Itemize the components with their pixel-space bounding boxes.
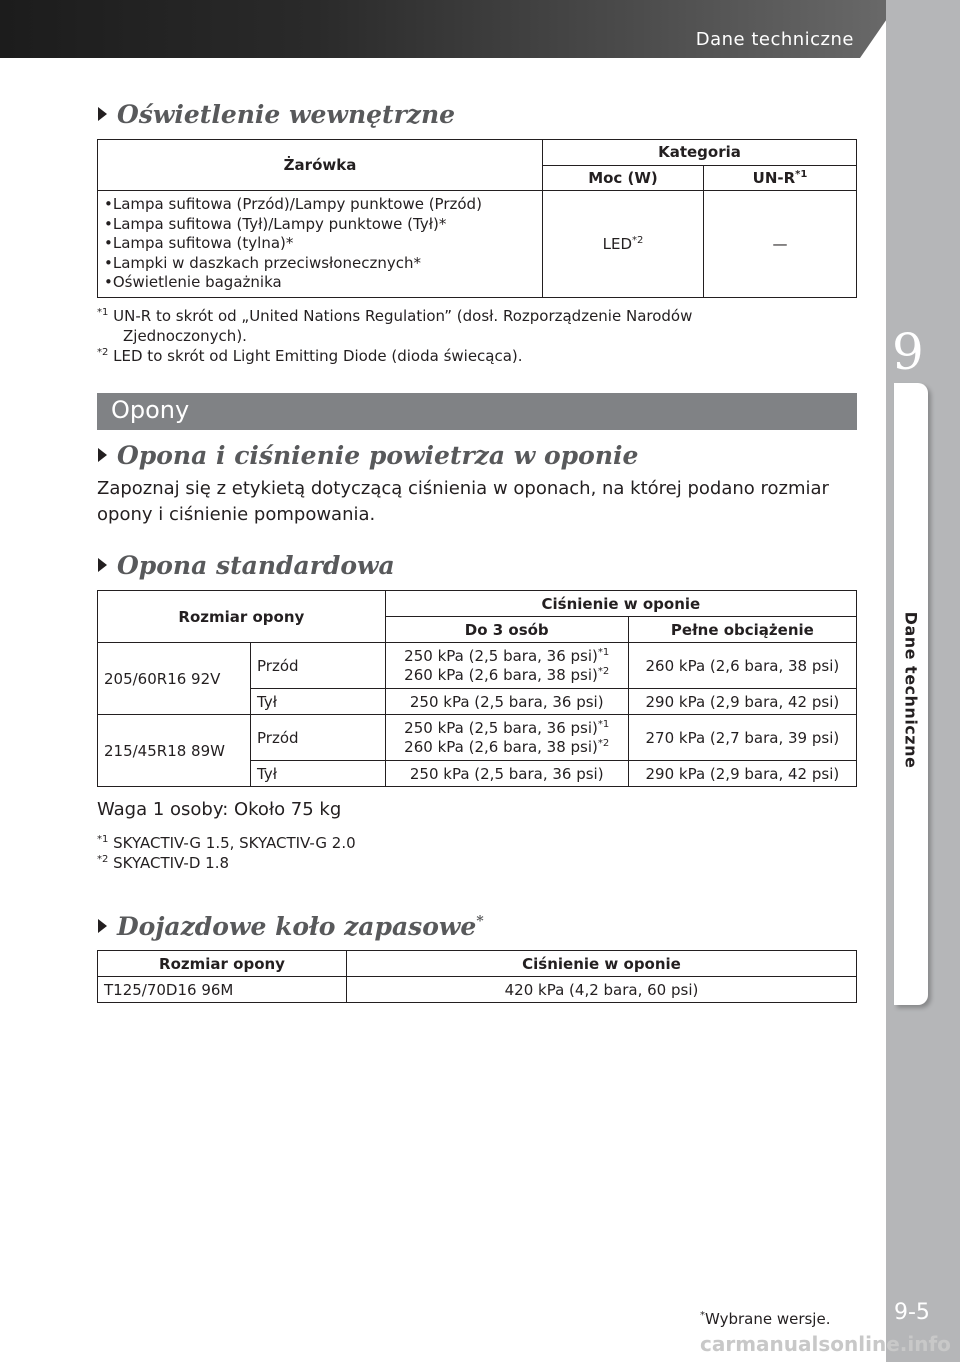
footnote-2: $^{*2}$ LED to skrót od Light Emitting Diode (dioda świecąca). [97, 347, 523, 365]
interior-footnotes [97, 306, 692, 366]
page-number: 9-5 [894, 1300, 930, 1325]
list-item: • Oświetlenie bagażnika [104, 273, 536, 293]
axle-rear: Tył [251, 689, 386, 715]
section-band-tyres [97, 393, 857, 430]
pressure-full-rear: 290 kPa (2,9 bara, 42 psi) [628, 689, 856, 715]
tyre-size-cell: 205/60R16 92V [98, 643, 251, 715]
axle-front: Przód [251, 643, 386, 689]
col-pressure: Ciśnienie w oponie [347, 951, 857, 977]
col-pressure: Ciśnienie w oponie [385, 591, 856, 617]
chapter-number: 9 [892, 323, 924, 381]
footnote-2: $^{*2}$ SKYACTIV-D 1.8 [97, 854, 230, 872]
list-item: • Lampa sufitowa (Przód)/Lampy punktowe (Przód) [104, 195, 536, 215]
standard-tyre-heading: Opona standardowa [98, 551, 395, 580]
weight-note: Waga 1 osoby: Około 75 kg [97, 799, 342, 820]
bulb-list [104, 195, 536, 293]
pressure-3-front: 250 kPa (2,5 bara, 36 psi)$^{*1}$ 260 kPa (2,6 bara, 38 psi)$^{*2}$ [385, 715, 628, 761]
pressure-3-front: 250 kPa (2,5 bara, 36 psi)$^{*1}$ 260 kPa (2,6 bara, 38 psi)$^{*2}$ [385, 643, 628, 689]
table-row [98, 643, 857, 689]
tyre-pressure-heading: Opona i ciśnienie powietrza w oponie [98, 441, 638, 470]
interior-lighting-table [97, 139, 857, 298]
tyre-footnotes [97, 833, 356, 873]
table-row [98, 715, 857, 761]
spare-pressure: 420 kPa (4,2 bara, 60 psi) [347, 977, 857, 1003]
bulb-list-cell [98, 191, 543, 298]
pressure-full-front: 260 kPa (2,6 bara, 38 psi) [628, 643, 856, 689]
pressure-3-rear: 250 kPa (2,5 bara, 36 psi) [385, 689, 628, 715]
col-unr: $UN-R^{*1}$ [704, 165, 857, 191]
axle-front: Przód [251, 715, 386, 761]
standard-tyre-table [97, 590, 857, 787]
footnote-1: $^{*1}$ UN-R to skrót od „United Nations Regulation” (dosł. Rozporządzenie Narodów [97, 307, 693, 325]
tyre-pressure-text: Zapoznaj się z etykietą dotyczącą ciśnienia w oponach, na której podano rozmiar opony i ciśnienie pompowania. [97, 478, 829, 525]
triangle-bullet-icon [98, 448, 107, 462]
pressure-full-front: 270 kPa (2,7 bara, 39 psi) [628, 715, 856, 761]
power-value: LED$^{*2}$ [543, 191, 704, 298]
list-item: • Lampa sufitowa (Tył)/Lampy punktowe (Tył)* [104, 215, 536, 235]
table-row [98, 977, 857, 1003]
footnote-1: $^{*1}$ SKYACTIV-G 1.5, SKYACTIV-G 2.0 [97, 834, 356, 852]
col-category: Kategoria [543, 140, 857, 166]
col-size: Rozmiar opony [98, 951, 347, 977]
watermark: carmanualsonline.info [700, 1332, 951, 1356]
spare-tyre-heading: Dojazdowe koło zapasowe* [98, 912, 484, 941]
unr-value: — [704, 191, 857, 298]
footnote-1-cont: Zjednoczonych). [123, 327, 247, 345]
footer-note: *Wybrane wersje. [700, 1310, 831, 1328]
col-3-persons: Do 3 osób [385, 617, 628, 643]
triangle-bullet-icon [98, 107, 107, 121]
header-title: Dane techniczne [695, 29, 854, 50]
col-power: Moc (W) [543, 165, 704, 191]
interior-lighting-heading: Oświetlenie wewnętrzne [98, 100, 455, 129]
pressure-full-rear: 290 kPa (2,9 bara, 42 psi) [628, 761, 856, 787]
triangle-bullet-icon [98, 919, 107, 933]
axle-rear: Tył [251, 761, 386, 787]
tyre-size-cell: 215/45R18 89W [98, 715, 251, 787]
col-bulb: Żarówka [98, 140, 543, 191]
spare-tyre-table [97, 950, 857, 1003]
spare-size: T125/70D16 96M [98, 977, 347, 1003]
list-item: • Lampki w daszkach przeciwsłonecznych* [104, 254, 536, 274]
chapter-tab-label: Dane techniczne [901, 611, 921, 769]
col-full-load: Pełne obciążenie [628, 617, 856, 643]
triangle-bullet-icon [98, 558, 107, 572]
list-item: • Lampa sufitowa (tylna)* [104, 234, 536, 254]
pressure-3-rear: 250 kPa (2,5 bara, 36 psi) [385, 761, 628, 787]
section-title: Opony [111, 396, 190, 424]
col-size: Rozmiar opony [98, 591, 386, 643]
